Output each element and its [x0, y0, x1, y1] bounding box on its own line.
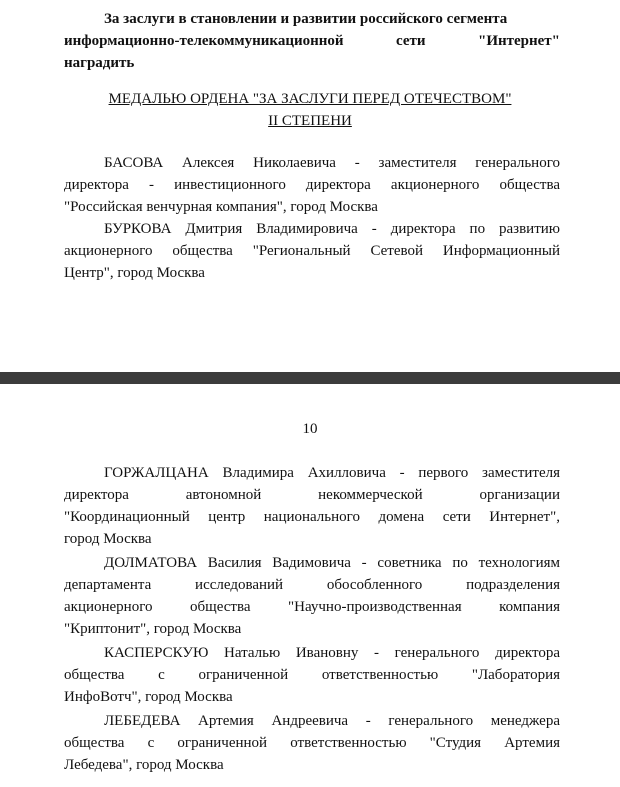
intro-line: наградить [64, 55, 135, 71]
document-page-bottom [0, 384, 620, 787]
entry-line: директора - инвестиционного директора акционерного общества [64, 177, 560, 193]
awardee-entry [64, 218, 560, 284]
awardee-entry [64, 642, 560, 708]
award-title-line: МЕДАЛЬЮ ОРДЕНА "ЗА ЗАСЛУГИ ПЕРЕД ОТЕЧЕСТВОМ" [108, 91, 512, 107]
awardee-entry [64, 462, 560, 550]
entry-line: город Москва [64, 531, 152, 547]
entry-line: Лебедева", город Москва [64, 757, 224, 773]
entry-line: акционерного общества "Научно-производственная компания [64, 599, 560, 615]
entry-line: "Российская венчурная компания", город Москва [64, 199, 378, 215]
entry-line: "Координационный центр национального домена сети Интернет", [64, 509, 560, 525]
page-number: 10 [302, 421, 318, 437]
entry-line: ГОРЖАЛЦАНА Владимира Ахилловича - первого заместителя [104, 465, 560, 481]
entry-line: БАСОВА Алексея Николаевича - заместителя генерального [104, 155, 560, 171]
page-divider [0, 372, 620, 384]
entry-line: ДОЛМАТОВА Василия Вадимовича - советника по технологиям [104, 555, 560, 571]
entry-line: общества с ограниченной ответственностью "Студия Артемия [64, 735, 560, 751]
entry-line: БУРКОВА Дмитрия Владимировича - директора по развитию [104, 221, 560, 237]
awardee-entry [64, 552, 560, 640]
entry-line: общества с ограниченной ответственностью "Лаборатория [64, 667, 560, 683]
entry-line: ЛЕБЕДЕВА Артемия Андреевича - генерального менеджера [104, 713, 560, 729]
awardee-entry [64, 152, 560, 218]
entry-line: ИнфоВотч", город Москва [64, 689, 233, 705]
intro-paragraph [64, 8, 560, 74]
entry-line: "Криптонит", город Москва [64, 621, 242, 637]
entry-line: департамента исследований обособленного подразделения [64, 577, 560, 593]
entry-line: КАСПЕРСКУЮ Наталью Ивановну - генерального директора [104, 645, 560, 661]
award-title-line: II СТЕПЕНИ [268, 113, 352, 129]
intro-line: За заслуги в становлении и развитии российского сегмента [104, 11, 508, 27]
document-page-top [0, 0, 620, 372]
intro-line: информационно-телекоммуникационной сети "Интернет" [64, 33, 560, 49]
entry-line: директора автономной некоммерческой организации [64, 487, 560, 503]
entry-line: Центр", город Москва [64, 265, 205, 281]
award-title [0, 88, 620, 132]
awardee-entry [64, 710, 560, 776]
entry-line: акционерного общества "Региональный Сетевой Информационный [64, 243, 560, 259]
